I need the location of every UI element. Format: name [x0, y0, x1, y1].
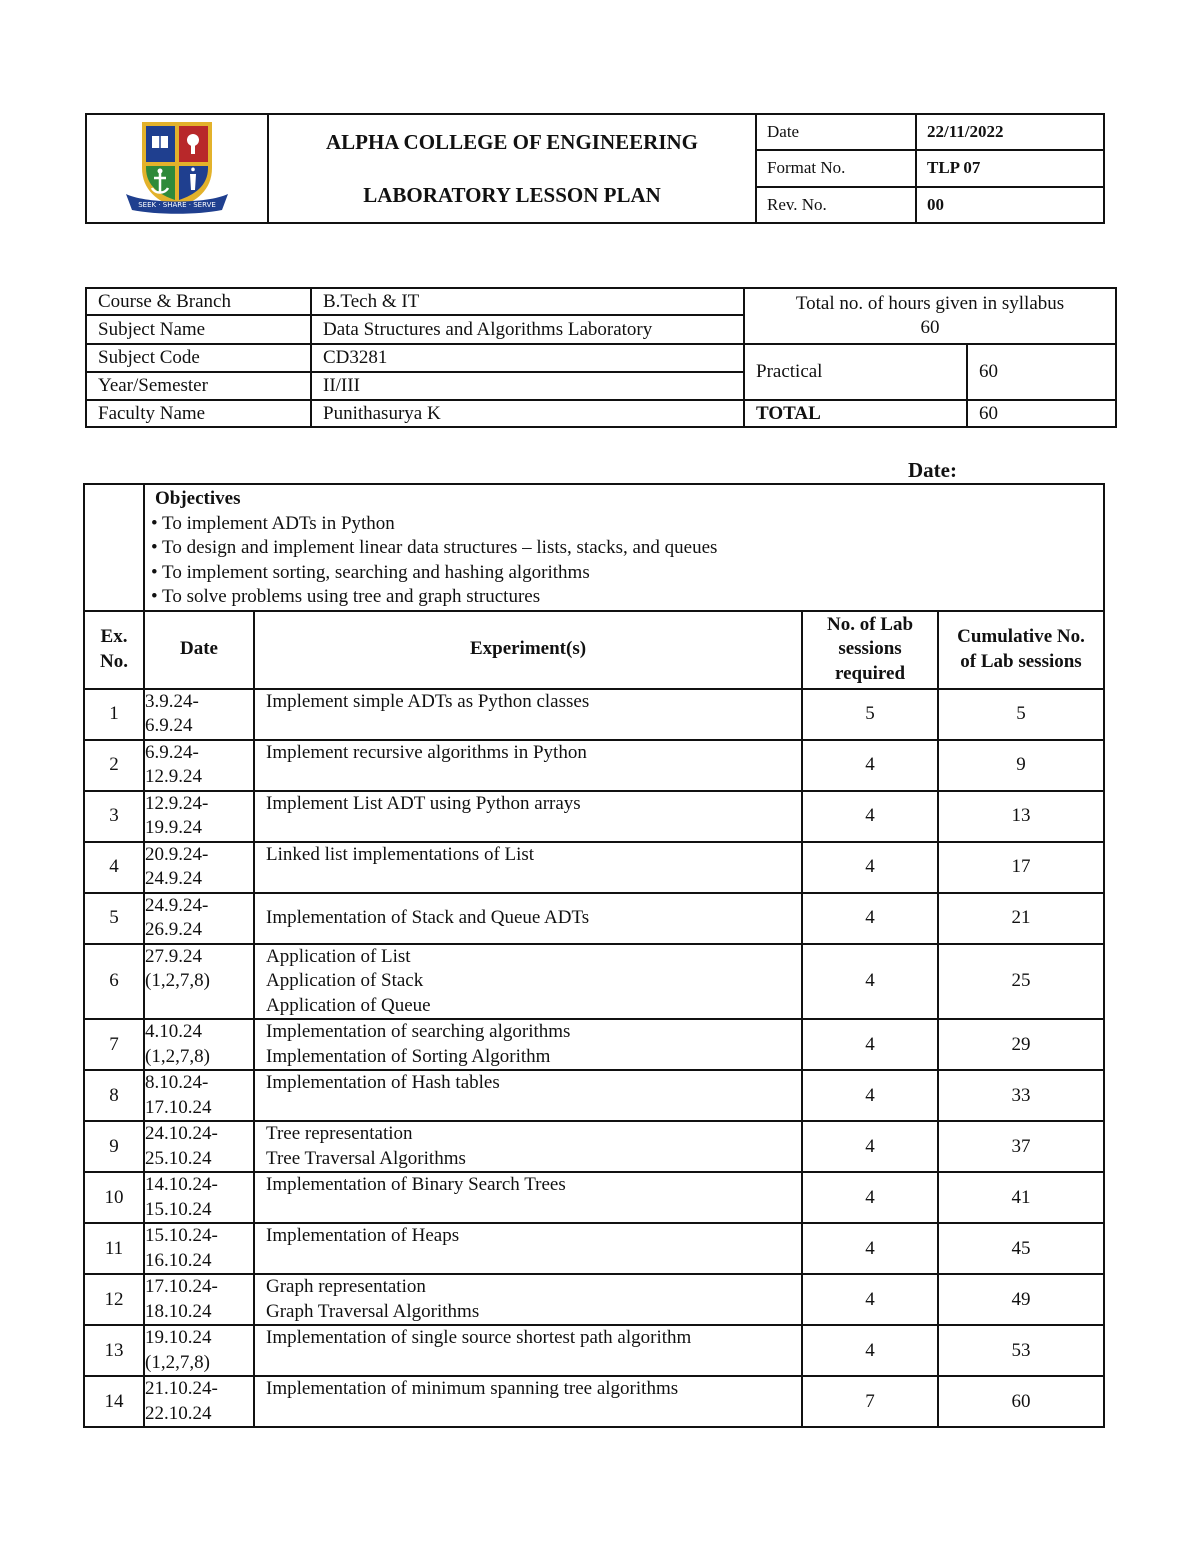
- table-row: [84, 1223, 1104, 1274]
- date-line: 8.10.24-: [145, 1072, 209, 1093]
- sessions-cell: 7: [802, 1376, 938, 1427]
- date-cell: [144, 1070, 254, 1121]
- subject-name-label: Subject Name: [86, 315, 311, 344]
- date-cell: [144, 1172, 254, 1223]
- college-crest-icon: [122, 118, 232, 214]
- header-table: [85, 113, 1105, 224]
- sessions-cell: 4: [802, 944, 938, 1020]
- ex-no-cell: 12: [84, 1274, 144, 1325]
- objective-item: • To implement sorting, searching and hashing algorithms: [151, 561, 590, 583]
- sessions-cell: 4: [802, 1223, 938, 1274]
- date-cell: [144, 1121, 254, 1172]
- sessions-cell: 4: [802, 1019, 938, 1070]
- table-row: [84, 740, 1104, 791]
- table-row: [84, 1121, 1104, 1172]
- experiment-cell: [254, 1325, 802, 1376]
- experiment-line: Application of Stack: [266, 970, 424, 991]
- ex-no-cell: 5: [84, 893, 144, 944]
- date-line: 19.10.24: [145, 1327, 212, 1348]
- date-line: 21.10.24-: [145, 1378, 218, 1399]
- meta-format-value: TLP 07: [916, 150, 1104, 186]
- experiment-line: Implementation of Heaps: [266, 1225, 460, 1246]
- experiment-cell: [254, 740, 802, 791]
- header-experiments: Experiment(s): [254, 611, 802, 689]
- sessions-cell: 5: [802, 689, 938, 740]
- experiment-cell: [254, 944, 802, 1020]
- date-cell: [144, 1376, 254, 1427]
- meta-date-label: Date: [756, 114, 916, 150]
- date-line: 25.10.24: [145, 1147, 212, 1169]
- ex-no-cell: 4: [84, 842, 144, 893]
- cumulative-cell: 13: [938, 791, 1104, 842]
- date-cell: [144, 1019, 254, 1070]
- experiment-cell: [254, 1376, 802, 1427]
- experiment-line: Implementation of Stack and Queue ADTs: [266, 906, 590, 928]
- date-line: 12.9.24-: [145, 792, 209, 814]
- date-line: 26.9.24: [145, 919, 202, 940]
- experiment-line: Implement simple ADTs as Python classes: [266, 690, 590, 712]
- meta-date-value: 22/11/2022: [916, 114, 1104, 150]
- cumulative-cell: 33: [938, 1070, 1104, 1121]
- cumulative-cell: 49: [938, 1274, 1104, 1325]
- experiment-cell: [254, 1274, 802, 1325]
- sessions-cell: 4: [802, 1274, 938, 1325]
- date-line: 6.9.24: [145, 715, 193, 736]
- ex-no-cell: 1: [84, 689, 144, 740]
- experiment-line: Application of Queue: [266, 994, 431, 1016]
- date-line: 18.10.24: [145, 1300, 212, 1322]
- date-cell: [144, 842, 254, 893]
- date-line: (1,2,7,8): [145, 970, 210, 991]
- ex-no-cell: 8: [84, 1070, 144, 1121]
- header-ex-no: Ex. No.: [84, 611, 144, 689]
- experiment-cell: [254, 791, 802, 842]
- subject-code-label: Subject Code: [86, 344, 311, 372]
- cumulative-cell: 5: [938, 689, 1104, 740]
- ex-no-cell: 7: [84, 1019, 144, 1070]
- header-titles: [268, 114, 756, 223]
- date-cell: [144, 689, 254, 740]
- table-row: [84, 1325, 1104, 1376]
- experiment-line: Graph representation: [266, 1276, 426, 1297]
- date-line: 16.10.24: [145, 1249, 212, 1271]
- total-hours-label: Total no. of hours given in syllabus: [795, 293, 1065, 314]
- sessions-cell: 4: [802, 1172, 938, 1223]
- cumulative-cell: 41: [938, 1172, 1104, 1223]
- sessions-cell: 4: [802, 1070, 938, 1121]
- date-line: 4.10.24: [145, 1021, 202, 1042]
- objectives-spacer: [84, 484, 144, 611]
- date-line: 24.10.24-: [145, 1123, 218, 1144]
- college-logo-cell: [86, 114, 268, 223]
- year-semester-label: Year/Semester: [86, 372, 311, 400]
- sessions-cell: 4: [802, 1325, 938, 1376]
- ex-no-cell: 11: [84, 1223, 144, 1274]
- experiment-cell: [254, 1172, 802, 1223]
- header-date: Date: [144, 611, 254, 689]
- table-row: [84, 791, 1104, 842]
- cumulative-cell: 53: [938, 1325, 1104, 1376]
- header-sessions: No. of Lab sessions required: [802, 611, 938, 689]
- date-cell: [144, 944, 254, 1020]
- ex-no-cell: 10: [84, 1172, 144, 1223]
- table-row: [84, 1172, 1104, 1223]
- experiment-line: Implement List ADT using Python arrays: [266, 792, 581, 814]
- ex-no-cell: 9: [84, 1121, 144, 1172]
- cumulative-cell: 17: [938, 842, 1104, 893]
- experiment-line: Implementation of searching algorithms: [266, 1021, 571, 1042]
- objective-item: • To solve problems using tree and graph structures: [151, 586, 541, 607]
- experiment-line: Implementation of Sorting Algorithm: [266, 1045, 551, 1067]
- experiment-line: Linked list implementations of List: [266, 843, 535, 865]
- date-cell: [144, 1223, 254, 1274]
- objectives-title: Objectives: [155, 488, 241, 509]
- total-hours-value: 60: [920, 317, 940, 338]
- meta-rev-label: Rev. No.: [756, 187, 916, 223]
- sessions-cell: 4: [802, 893, 938, 944]
- date-line: 17.10.24: [145, 1096, 212, 1118]
- date-cell: [144, 740, 254, 791]
- experiment-line: Implementation of Binary Search Trees: [266, 1174, 566, 1195]
- cumulative-cell: 29: [938, 1019, 1104, 1070]
- cumulative-cell: 25: [938, 944, 1104, 1020]
- ex-no-cell: 14: [84, 1376, 144, 1427]
- objectives-cell: [144, 484, 1104, 611]
- date-line: 27.9.24: [145, 945, 202, 967]
- cumulative-cell: 45: [938, 1223, 1104, 1274]
- table-row: [84, 689, 1104, 740]
- total-value: 60: [967, 400, 1116, 427]
- table-row: [84, 1019, 1104, 1070]
- sessions-cell: 4: [802, 842, 938, 893]
- date-line: 15.10.24-: [145, 1225, 218, 1246]
- cumulative-cell: 9: [938, 740, 1104, 791]
- experiment-line: Implementation of Hash tables: [266, 1072, 500, 1093]
- date-line: 24.9.24-: [145, 894, 209, 916]
- objective-item: • To design and implement linear data structures – lists, stacks, and queues: [151, 537, 718, 558]
- faculty-value: Punithasurya K: [311, 400, 744, 427]
- total-hours-cell: [744, 288, 1116, 344]
- table-row: [84, 1274, 1104, 1325]
- faculty-label: Faculty Name: [86, 400, 311, 427]
- date-line: 24.9.24: [145, 868, 202, 889]
- cumulative-cell: 21: [938, 893, 1104, 944]
- cumulative-cell: 60: [938, 1376, 1104, 1427]
- total-label: TOTAL: [744, 400, 967, 427]
- experiment-cell: [254, 893, 802, 944]
- experiment-line: Implement recursive algorithms in Python: [266, 741, 587, 763]
- date-line: 17.10.24-: [145, 1276, 218, 1297]
- experiment-cell: [254, 842, 802, 893]
- experiment-cell: [254, 1070, 802, 1121]
- experiment-line: Graph Traversal Algorithms: [266, 1300, 480, 1322]
- experiment-line: Application of List: [266, 945, 411, 967]
- date-line: 12.9.24: [145, 766, 202, 787]
- date-line: 14.10.24-: [145, 1174, 218, 1195]
- ex-no-cell: 6: [84, 944, 144, 1020]
- date-line: 22.10.24: [145, 1402, 212, 1424]
- date-cell: [144, 893, 254, 944]
- header-cumulative: Cumulative No. of Lab sessions: [938, 611, 1104, 689]
- ex-no-cell: 13: [84, 1325, 144, 1376]
- subject-code-value: CD3281: [311, 344, 744, 372]
- experiment-line: Implementation of minimum spanning tree algorithms: [266, 1378, 679, 1399]
- practical-value: 60: [967, 344, 1116, 400]
- objective-item: • To implement ADTs in Python: [151, 512, 395, 534]
- table-row: [84, 893, 1104, 944]
- date-line: 19.9.24: [145, 817, 202, 838]
- experiment-cell: [254, 1019, 802, 1070]
- table-row: [84, 1070, 1104, 1121]
- ex-no-cell: 2: [84, 740, 144, 791]
- meta-rev-value: 00: [916, 187, 1104, 223]
- logo-motto: SEEK · SHARE · SERVE: [138, 201, 216, 209]
- date-cell: [144, 1325, 254, 1376]
- experiment-line: Implementation of single source shortest path algorithm: [266, 1327, 692, 1348]
- table-row: [84, 1376, 1104, 1427]
- cumulative-cell: 37: [938, 1121, 1104, 1172]
- date-line: (1,2,7,8): [145, 1045, 210, 1067]
- course-label: Course & Branch: [86, 288, 311, 315]
- date-line: (1,2,7,8): [145, 1351, 210, 1373]
- subject-name-value: Data Structures and Algorithms Laboratory: [311, 315, 744, 344]
- experiment-cell: [254, 1223, 802, 1274]
- meta-format-label: Format No.: [756, 150, 916, 186]
- date-cell: [144, 1274, 254, 1325]
- experiment-cell: [254, 689, 802, 740]
- date-line: 20.9.24-: [145, 843, 209, 865]
- date-label: Date:: [908, 458, 957, 482]
- date-cell: [144, 791, 254, 842]
- course-value: B.Tech & IT: [311, 288, 744, 315]
- experiment-line: Tree representation: [266, 1123, 413, 1144]
- date-line: 6.9.24-: [145, 741, 199, 763]
- table-row: [84, 842, 1104, 893]
- ex-no-cell: 3: [84, 791, 144, 842]
- sessions-cell: 4: [802, 791, 938, 842]
- practical-label: Practical: [744, 344, 967, 400]
- course-info-table: [85, 287, 1117, 428]
- year-semester-value: II/III: [311, 372, 744, 400]
- date-line: 15.10.24: [145, 1198, 212, 1220]
- experiment-line: Tree Traversal Algorithms: [266, 1147, 466, 1169]
- college-name: ALPHA COLLEGE OF ENGINEERING: [325, 129, 699, 154]
- date-line: 3.9.24-: [145, 690, 199, 712]
- lesson-plan-table: [83, 483, 1105, 1428]
- sessions-cell: 4: [802, 1121, 938, 1172]
- experiment-cell: [254, 1121, 802, 1172]
- document-title: LABORATORY LESSON PLAN: [363, 182, 661, 207]
- sessions-cell: 4: [802, 740, 938, 791]
- table-row: [84, 944, 1104, 1020]
